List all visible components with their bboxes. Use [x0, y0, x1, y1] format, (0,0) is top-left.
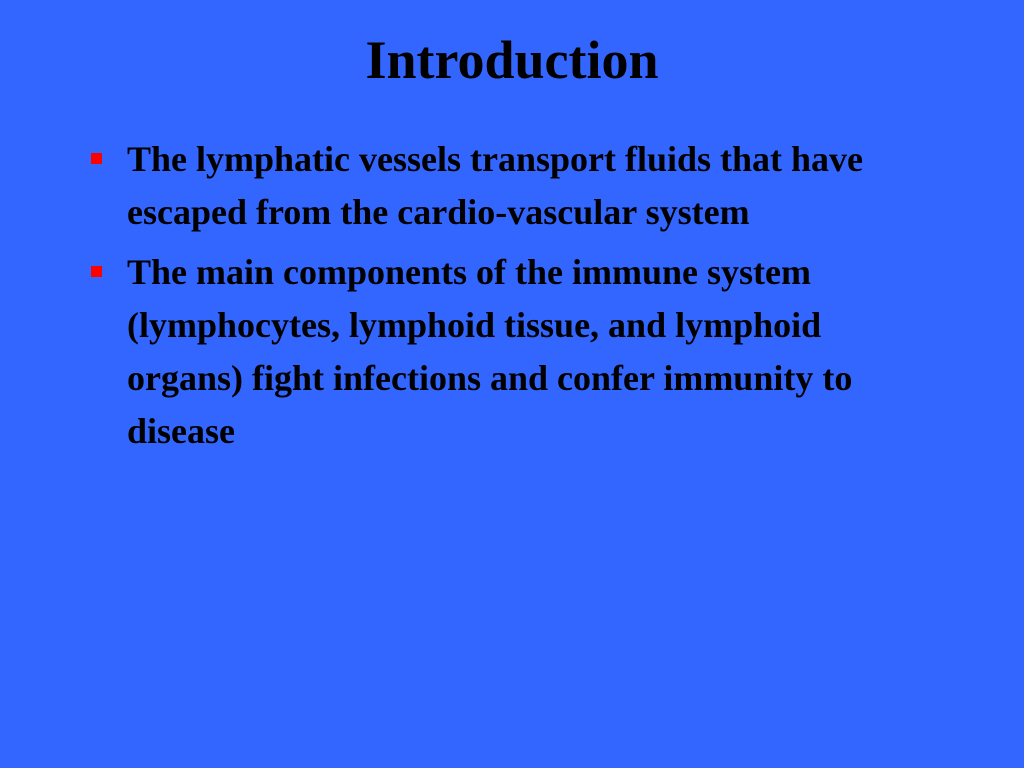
bullet-text: The lymphatic vessels transport fluids that have escaped from the cardio-vascular system: [127, 139, 864, 232]
square-bullet-icon: [91, 266, 102, 277]
slide-title: Introduction: [365, 30, 659, 90]
bullet-item: [88, 133, 888, 239]
square-bullet-icon: [91, 153, 102, 164]
bullet-text: The main components of the immune system (lymphocytes, lymphoid tissue, and lymphoid organs) fight infections and confer immunity to disease: [127, 252, 853, 451]
bullet-item: [88, 246, 888, 458]
bullet-list: [88, 133, 888, 465]
